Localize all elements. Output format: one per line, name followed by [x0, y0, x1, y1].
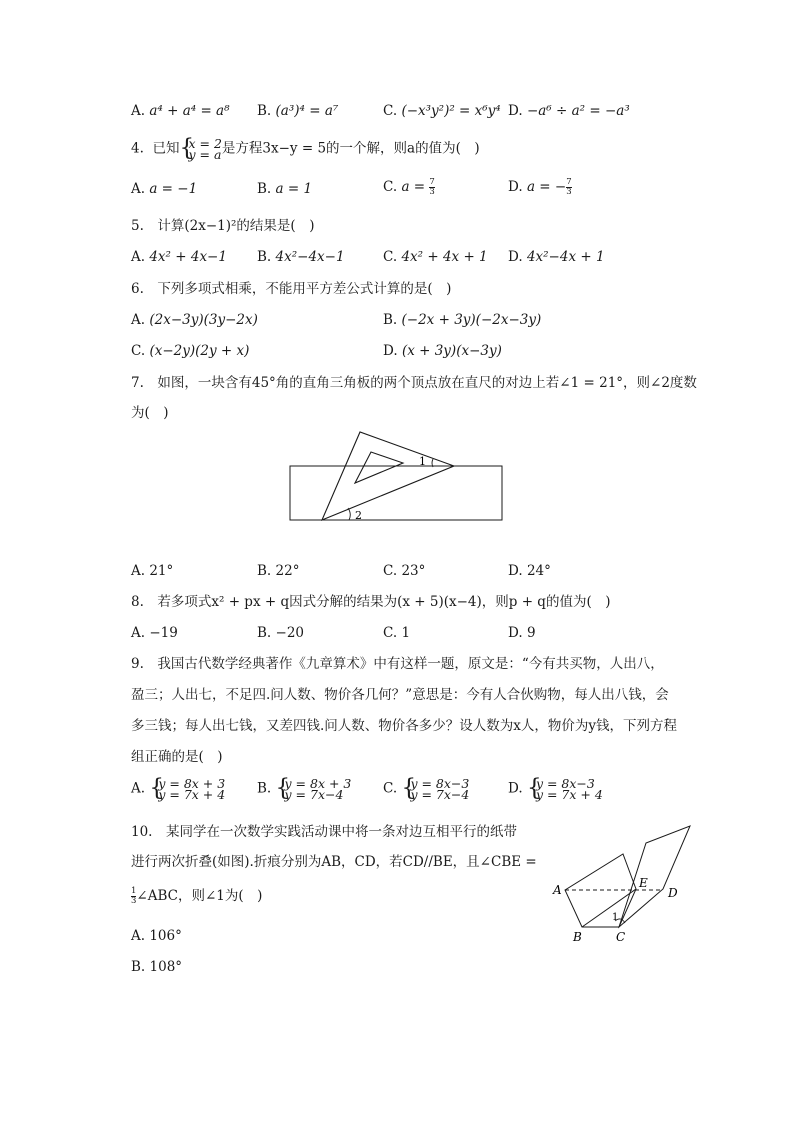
q7-option-c: C. 23°	[383, 563, 426, 579]
q9-option-a: A. { y = 8x + 3 y = 7x + 4	[131, 778, 225, 800]
q10-figure	[545, 820, 695, 945]
fold-right-strip	[619, 826, 690, 927]
q7-stem-line2: 为( )	[131, 405, 169, 421]
q8-option-c: C. 1	[383, 625, 411, 641]
q9-stem-line4: 组正确的是( )	[131, 749, 223, 765]
q4-option-b: B. a = 1	[257, 181, 313, 197]
triangle-ruler-hole	[355, 452, 403, 483]
q5-option-d: D. 4x²−4x + 1	[508, 249, 605, 265]
q8-option-d: D. 9	[508, 625, 536, 641]
q10-fraction: $\frac{1}{3}$	[131, 886, 137, 906]
q5-option-c: C. 4x² + 4x + 1	[383, 249, 488, 265]
q3-option-c: C. (−x³y²)² = x⁶y⁴	[383, 103, 501, 119]
q4-c-fraction: $\frac{7}{3}$	[429, 177, 435, 197]
q7-option-b: B. 22°	[257, 563, 300, 579]
q4-stem: 4. 已知 { x = 2 y = a 是方程3x−y = 5的一个解，则a的值为( )	[131, 138, 480, 160]
point-e-label: E	[639, 876, 648, 890]
angle-1-label: 1	[612, 912, 619, 923]
q9-stem-line1: 9. 我国古代数学经典著作《九章算术》中有这样一题，原文是：“今有共买物，人出八，	[131, 656, 664, 672]
angle-2-label: 2	[355, 509, 362, 522]
point-b-label: B	[573, 930, 582, 944]
q6-option-d: D. (x + 3y)(x−3y)	[383, 343, 502, 359]
q5-option-a: A. 4x² + 4x−1	[131, 249, 227, 265]
q3-option-a: A. a⁴ + a⁴ = a⁸	[131, 103, 230, 119]
q4-option-d: D. a = − $\frac{7}{3}$	[508, 177, 572, 197]
q3-option-d-text: −a⁶ ÷ a² = −a³	[526, 103, 630, 119]
q10-option-b: B. 108°	[131, 959, 183, 975]
q5-option-b: B. 4x²−4x−1	[257, 249, 345, 265]
q8-stem: 8. 若多项式x² + px + q因式分解的结果为(x + 5)(x−4)，则p + q的值为( )	[131, 594, 611, 610]
q8-option-a: A. −19	[131, 625, 178, 641]
q3-option-b-text: (a³)⁴ = a⁷	[275, 103, 339, 119]
q7-option-d: D. 24°	[508, 563, 551, 579]
q3-option-c-text: (−x³y²)² = x⁶y⁴	[401, 103, 501, 119]
q9-option-d: D. { y = 8x−3 y = 7x + 4	[508, 778, 603, 800]
q6-option-c: C. (x−2y)(2y + x)	[131, 343, 250, 359]
q4-system: { x = 2 y = a	[179, 138, 221, 160]
q5-stem: 5. 计算(2x−1)²的结果是( )	[131, 218, 315, 234]
q3-option-d: D. −a⁶ ÷ a² = −a³	[508, 103, 630, 119]
point-d-label: D	[668, 886, 678, 900]
q7-stem-line1: 7. 如图，一块含有45°角的直角三角板的两个顶点放在直尺的对边上若∠1 = 21°，则∠2度数	[131, 375, 697, 391]
q7-option-a: A. 21°	[131, 563, 174, 579]
point-a-label: A	[553, 883, 562, 897]
angle-1-arc	[432, 459, 433, 467]
q6-option-b: B. (−2x + 3y)(−2x−3y)	[383, 312, 542, 328]
q10-stem-line3: $\frac{1}{3}$ ∠ABC，则∠1为( )	[131, 886, 263, 906]
q3-option-a-text: a⁴ + a⁴ = a⁸	[149, 103, 230, 119]
q3-option-b: B. (a³)⁴ = a⁷	[257, 103, 339, 119]
q9-stem-line2: 盈三；人出七，不足四.问人数、物价各几何？”意思是：今有人合伙购物，每人出八钱，会	[131, 687, 669, 703]
q6-option-a: A. (2x−3y)(3y−2x)	[131, 312, 258, 328]
q9-option-c: C. { y = 8x−3 y = 7x−4	[383, 778, 469, 800]
q6-stem: 6. 下列多项式相乘，不能用平方差公式计算的是( )	[131, 281, 452, 297]
angle-1-label: 1	[419, 455, 426, 468]
triangle-ruler	[322, 432, 454, 520]
ruler	[290, 466, 502, 520]
q7-figure	[285, 428, 507, 526]
q4-d-fraction: $\frac{7}{3}$	[566, 177, 572, 197]
q9-option-b: B. { y = 8x + 3 y = 7x−4	[257, 778, 351, 800]
q9-stem-line3: 多三钱；每人出七钱，又差四钱.问人数、物价各多少？设人数为x人，物价为y钱，下列方程	[131, 718, 678, 734]
q4-option-c: C. a = $\frac{7}{3}$	[383, 177, 435, 197]
q10-stem-line1: 10. 某同学在一次数学实践活动课中将一条对边互相平行的纸带	[131, 824, 517, 840]
q4-option-a: A. a = −1	[131, 181, 198, 197]
point-c-label: C	[616, 930, 626, 944]
q10-option-a: A. 106°	[131, 928, 182, 944]
q8-option-b: B. −20	[257, 625, 305, 641]
q10-stem-line2: 进行两次折叠(如图).折痕分别为AB，CD，若CD//BE，且∠CBE =	[131, 854, 537, 870]
